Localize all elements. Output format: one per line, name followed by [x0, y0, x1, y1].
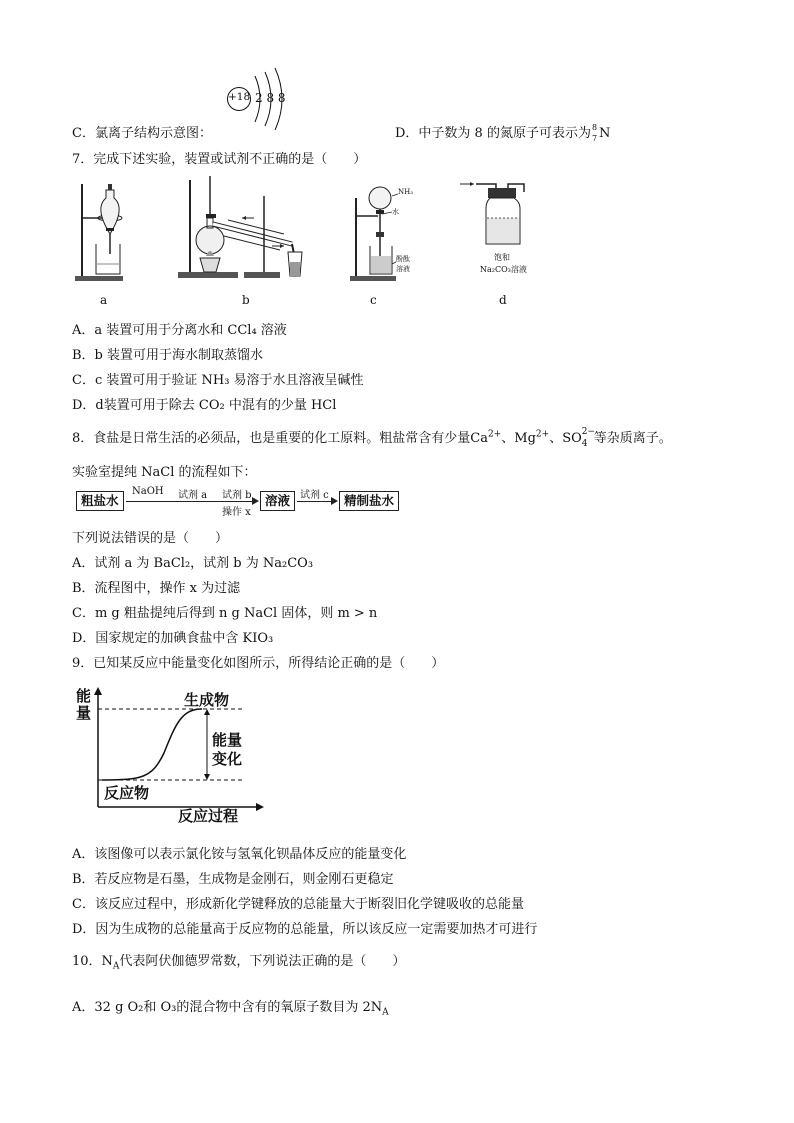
flow-arrowhead-2 [331, 497, 338, 505]
flow-reagent-a: 试剂 a [178, 490, 208, 501]
q8-option-b: B．流程图中，操作 x 为过滤 [72, 581, 241, 596]
energy-change-label-1: 能量 [212, 731, 243, 749]
flow-reagent-c: 试剂 c [300, 490, 329, 501]
ion-ca-charge: 2+ [487, 429, 502, 440]
c-label-sol2: 溶液 [396, 265, 410, 273]
q8-stem-text: 8．食盐是日常生活的必须品，也是重要的化工原料。粗盐常含有少量 [72, 431, 471, 446]
q8-option-d: D．国家规定的加碘食盐中含 KIO₃ [72, 631, 274, 646]
apparatus-b [172, 176, 322, 284]
flow-box-crude-brine: 粗盐水 [76, 491, 124, 511]
apparatus-a [70, 182, 140, 282]
flow-reagent-naoh: NaOH [132, 486, 164, 497]
q10-stem-text: 10．N [72, 954, 113, 969]
reactant-label: 反应物 [104, 784, 150, 802]
flow-box-solution: 溶液 [260, 491, 295, 511]
c-label-nh3: NH₃ [398, 188, 414, 196]
flow-operation-x: 操作 x [222, 507, 251, 518]
energy-axis-label-2: 量 [76, 704, 92, 722]
q10-option-a-subscript: A [382, 1007, 389, 1018]
d-label-sat: 饱和 [494, 253, 510, 262]
energy-diagram [72, 683, 272, 828]
energy-change-label-2: 变化 [212, 750, 243, 768]
q10-stem-subscript: A [112, 961, 120, 972]
nitrogen-symbol: N [598, 126, 611, 141]
q6-option-d [395, 122, 610, 141]
apparatus-d [458, 178, 548, 282]
q10-option-a [72, 996, 389, 1018]
nucleus-charge: +18 [228, 91, 251, 103]
ion-mg-symbol: Mg [514, 431, 536, 446]
q9-stem: 9．已知某反应中能量变化如图所示，所得结论正确的是（ ） [72, 656, 445, 671]
flow-arrow-1 [126, 501, 252, 502]
mass-number: 8 [591, 122, 598, 132]
apparatus-d-label: d [499, 293, 507, 307]
ion-so4 [562, 426, 596, 449]
q10-option-a-text: A．32 g O₂和 O₃的混合物中含有的氧原子数目为 2N [72, 1000, 383, 1015]
flow-reagent-b: 试剂 b [222, 490, 252, 501]
ion-so4-symbol: SO [562, 431, 582, 446]
product-label: 生成物 [184, 691, 230, 709]
flow-arrow-2 [297, 501, 331, 502]
q7-stem: 7．完成下述实验，装置或试剂不正确的是（ ） [72, 152, 367, 167]
q6-option-d-text: D．中子数为 8 的氮原子可表示为 [395, 126, 591, 141]
electron-shells: 2 8 8 [255, 91, 286, 105]
q8-stem-end: 等杂质离子。 [593, 431, 672, 446]
ion-mg-charge: 2+ [535, 429, 550, 440]
q9-option-c: C．该反应过程中，形成新化学键释放的总能量大于断裂旧化学键吸收的总能量 [72, 897, 524, 912]
q8-option-c: C．m g 粗盐提纯后得到 n g NaCl 固体，则 m > n [72, 606, 378, 621]
q6-option-c: C．氯离子结构示意图： [72, 126, 212, 141]
q7-option-c: C．c 装置可用于验证 NH₃ 易溶于水且溶液呈碱性 [72, 373, 364, 388]
q7-option-a: A．a 装置可用于分离水和 CCl₄ 溶液 [72, 323, 287, 338]
q10-stem [72, 950, 405, 972]
apparatus-c [348, 184, 428, 282]
q9-option-d: D．因为生成物的总能量高于反应物的总能量，所以该反应一定需要加热才可进行 [72, 922, 538, 937]
q8-stem [72, 426, 672, 449]
flow-box-refined-brine: 精制盐水 [339, 491, 399, 511]
q8-flow-intro: 实验室提纯 NaCl 的流程如下： [72, 465, 257, 480]
reaction-progress-label: 反应过程 [178, 807, 239, 825]
flow-arrowhead-1 [252, 497, 259, 505]
chloride-ion-diagram [222, 64, 302, 130]
ion-mg [514, 431, 549, 446]
atomic-number: 7 [591, 133, 598, 143]
c-label-sol1: 酚酞 [396, 255, 410, 263]
c-label-water: 水 [392, 208, 399, 216]
apparatus-b-label: b [242, 293, 250, 307]
apparatus-c-label: c [370, 293, 377, 307]
separator-1: 、 [501, 431, 515, 446]
q8-option-a: A．试剂 a 为 BaCl₂，试剂 b 为 Na₂CO₃ [72, 556, 314, 571]
q8-question: 下列说法错误的是（ ） [72, 531, 229, 546]
ion-so4-charge: 2− [581, 426, 596, 437]
ion-ca [470, 431, 501, 446]
q9-option-a: A．该图像可以表示氯化铵与氢氧化钡晶体反应的能量变化 [72, 847, 407, 862]
ion-so4-subscript: 4 [581, 438, 588, 449]
ion-ca-symbol: Ca [470, 431, 488, 446]
separator-2: 、 [549, 431, 563, 446]
q7-option-d: D．d装置可用于除去 CO₂ 中混有的少量 HCl [72, 398, 337, 413]
q7-option-b: B．b 装置可用于海水制取蒸馏水 [72, 348, 264, 363]
apparatus-a-label: a [100, 293, 108, 307]
q10-stem-rest: 代表阿伏伽德罗常数，下列说法正确的是（ ） [119, 954, 406, 969]
energy-axis-label-1: 能 [76, 687, 92, 705]
d-label-sol: Na₂CO₃溶液 [480, 265, 527, 274]
q9-option-b: B．若反应物是石墨，生成物是金刚石，则金刚石更稳定 [72, 872, 394, 887]
